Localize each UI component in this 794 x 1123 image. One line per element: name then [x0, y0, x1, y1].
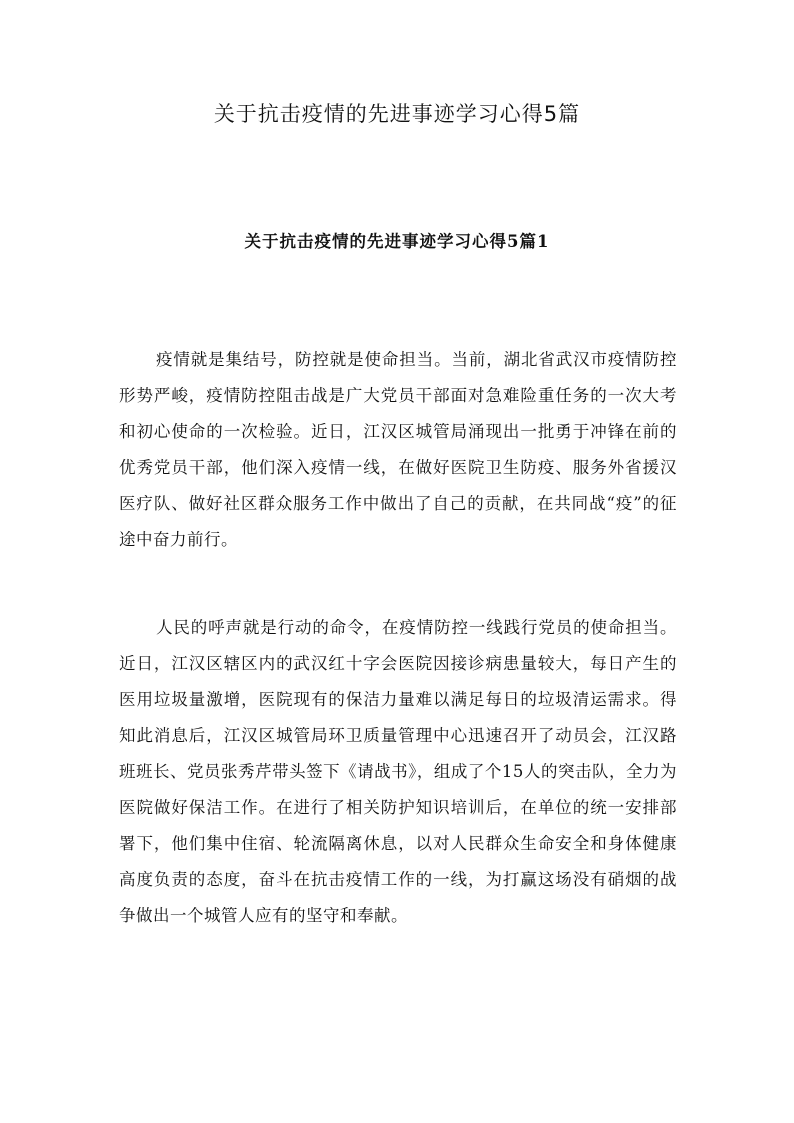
body-paragraph-1: 疫情就是集结号，防控就是使命担当。当前，湖北省武汉市疫情防控形势严峻，疫情防控阻击战是广大党员干部面对急难险重任务的一次大考和初心使命的一次检验。近日，江汉区城管局涌现出一批勇于冲锋在前的优秀党员干部，他们深入疫情一线，在做好医院卫生防疫、服务外省援汉医疗队、做好社区群众服务工作中做出了自己的贡献，在共同战“疫”的征途中奋力前行。 [119, 350, 677, 549]
section-title: 关于抗击疫情的先进事迹学习心得5篇1 [244, 232, 550, 251]
body-paragraph-2: 人民的呼声就是行动的命令，在疫情防控一线践行党员的使命担当。近日，江汉区辖区内的武汉红十字会医院因接诊病患量较大，每日产生的医用垃圾量激增，医院现有的保洁力量难以满足每日的垃圾清运需求。得知此消息后，江汉区城管局环卫质量管理中心迅速召开了动员会，江汉路班班长、党员张秀芹带头签下《请战书》，组成了个15人的突击队，全力为医院做好保洁工作。在进行了相关防护知识培训后，在单位的统一安排部署下，他们集中住宿、轮流隔离休息，以对人民群众生命安全和身体健康高度负责的态度，奋斗在抗击疫情工作的一线，为打赢这场没有硝烟的战争做出一个城管人应有的坚守和奉献。 [119, 618, 677, 925]
document-title: 关于抗击疫情的先进事迹学习心得5篇 [213, 102, 581, 126]
